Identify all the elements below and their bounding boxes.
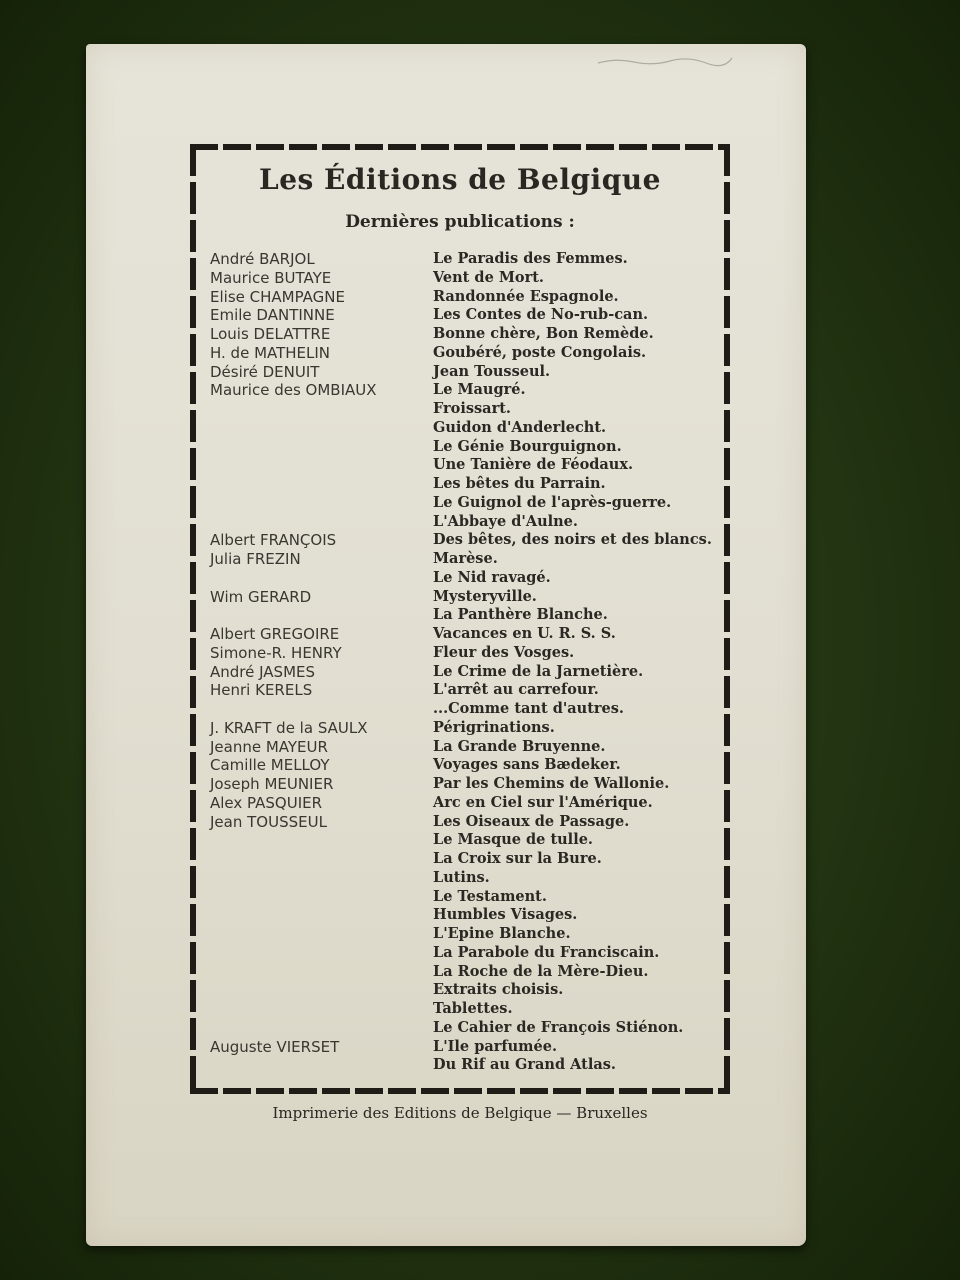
list-item: [205, 344, 725, 363]
book-title: ...Comme tant d'autres.: [433, 700, 624, 717]
book-title: Le Masque de tulle.: [433, 831, 593, 849]
list-item: [205, 738, 725, 757]
book-title: La Panthère Blanche.: [433, 606, 608, 624]
list-item: [205, 1000, 725, 1019]
frame-border-bottom: [190, 1088, 730, 1094]
list-item: [205, 625, 725, 644]
author-name: Albert GREGOIRE: [210, 625, 340, 643]
author-name: Wim GERARD: [210, 587, 312, 606]
book-title: Mysteryville.: [433, 587, 537, 605]
book-title: La Parabole du Franciscain.: [433, 943, 660, 961]
book-title: Arc en Ciel sur l'Amérique.: [433, 793, 653, 811]
list-item: [205, 288, 725, 307]
author-name: André JASMES: [210, 662, 316, 681]
book-title: Marèse.: [433, 550, 498, 567]
printer-footer: Imprimerie des Editions de Belgique — Bruxelles: [272, 1104, 648, 1122]
book-title: Une Tanière de Féodaux.: [433, 456, 634, 474]
author-name: Simone-R. HENRY: [210, 643, 342, 662]
list-item: [205, 531, 725, 550]
list-item: [205, 813, 725, 832]
book-title: Du Rif au Grand Atlas.: [433, 1056, 616, 1074]
book-title: L'arrêt au carrefour.: [433, 681, 599, 699]
book-title: Lutins.: [433, 868, 490, 886]
book-title: Périgrinations.: [433, 718, 555, 736]
book-title: Le Crime de la Jarnetière.: [433, 662, 644, 680]
list-item: [205, 456, 725, 475]
list-item: [205, 963, 725, 982]
author-name: Louis DELATTRE: [210, 325, 331, 343]
book-title: Le Testament.: [433, 887, 547, 905]
pencil-scribble: [596, 54, 736, 68]
book-title: Tablettes.: [433, 1000, 513, 1017]
list-item: [205, 944, 725, 963]
list-item: [205, 325, 725, 344]
book-title: L'Ile parfumée.: [433, 1037, 557, 1055]
book-title: Fleur des Vosges.: [433, 643, 575, 661]
list-item: [205, 400, 725, 419]
author-name: Julia FREZIN: [210, 550, 301, 568]
author-name: Emile DANTINNE: [210, 306, 335, 325]
book-title: Les Oiseaux de Passage.: [433, 812, 630, 830]
list-item: [205, 869, 725, 888]
book-title: La Croix sur la Bure.: [433, 850, 602, 867]
book-title: Goubéré, poste Congolais.: [433, 343, 647, 361]
list-item: [205, 663, 725, 682]
publication-list: [205, 250, 725, 1075]
book-title: Vacances en U. R. S. S.: [433, 625, 616, 642]
list-item: [205, 269, 725, 288]
author-name: André BARJOL: [210, 250, 315, 268]
author-name: Jean TOUSSEUL: [210, 812, 327, 831]
list-item: [205, 588, 725, 607]
list-item: [205, 831, 725, 850]
book-title: L'Epine Blanche.: [433, 925, 571, 942]
list-item: [205, 550, 725, 569]
list-item: [205, 906, 725, 925]
publisher-title: Les Éditions de Belgique: [259, 163, 661, 196]
list-item: [205, 700, 725, 719]
author-name: Alex PASQUIER: [210, 793, 323, 812]
frame-border-top: [190, 144, 730, 150]
list-item: [205, 513, 725, 532]
book-title: Vent de Mort.: [433, 268, 544, 286]
book-title: Le Guignol de l'après-guerre.: [433, 493, 672, 511]
author-name: Joseph MEUNIER: [210, 775, 334, 793]
author-name: Jeanne MAYEUR: [210, 737, 328, 756]
author-name: Henri KERELS: [210, 681, 313, 700]
frame-border-left: [190, 144, 196, 1094]
book-title: Les Contes de No-rub-can.: [433, 306, 649, 324]
book-title: Froissart.: [433, 400, 511, 417]
list-item: [205, 756, 725, 775]
list-item: [205, 475, 725, 494]
book-title: Le Nid ravagé.: [433, 568, 551, 586]
book-title: Par les Chemins de Wallonie.: [433, 775, 670, 792]
list-item: [205, 981, 725, 1000]
list-item: [205, 794, 725, 813]
list-item: [205, 494, 725, 513]
list-item: [205, 381, 725, 400]
list-item: [205, 363, 725, 382]
book-title: Humbles Visages.: [433, 906, 578, 924]
book-title: Voyages sans Bædeker.: [433, 756, 621, 774]
author-name: Auguste VIERSET: [210, 1037, 340, 1056]
book-title: La Roche de la Mère-Dieu.: [433, 962, 649, 980]
book-title: Le Génie Bourguignon.: [433, 437, 622, 455]
list-item: [205, 775, 725, 794]
list-item: [205, 644, 725, 663]
author-name: Désiré DENUIT: [210, 362, 320, 381]
book-title: Guidon d'Anderlecht.: [433, 418, 607, 436]
list-item: [205, 850, 725, 869]
book-title: Les bêtes du Parrain.: [433, 475, 606, 492]
list-item: [205, 1019, 725, 1038]
author-name: Maurice des OMBIAUX: [210, 381, 377, 400]
list-item: [205, 888, 725, 907]
author-name: Camille MELLOY: [210, 756, 330, 775]
book-title: Bonne chère, Bon Remède.: [433, 325, 654, 342]
book-title: Extraits choisis.: [433, 981, 564, 999]
section-subtitle: Dernières publications :: [345, 212, 575, 232]
author-name: H. de MATHELIN: [210, 343, 331, 362]
list-item: [205, 681, 725, 700]
list-item: [205, 1056, 725, 1075]
author-name: Elise CHAMPAGNE: [210, 287, 345, 306]
list-item: [205, 925, 725, 944]
list-item: [205, 250, 725, 269]
book-title: Randonnée Espagnole.: [433, 287, 619, 305]
list-item: [205, 306, 725, 325]
book-title: L'Abbaye d'Aulne.: [433, 512, 578, 530]
book-title: Des bêtes, des noirs et des blancs.: [433, 531, 712, 549]
author-name: Maurice BUTAYE: [210, 268, 332, 287]
book-title: Le Maugré.: [433, 381, 526, 399]
book-title: Le Cahier de François Stiénon.: [433, 1018, 684, 1036]
author-name: Albert FRANÇOIS: [210, 531, 337, 550]
author-name: J. KRAFT de la SAULX: [210, 718, 368, 737]
list-item: [205, 606, 725, 625]
list-item: [205, 1038, 725, 1057]
list-item: [205, 569, 725, 588]
book-title: Le Paradis des Femmes.: [433, 250, 628, 267]
book-title: Jean Tousseul.: [433, 362, 551, 380]
list-item: [205, 419, 725, 438]
list-item: [205, 719, 725, 738]
list-item: [205, 438, 725, 457]
book-title: La Grande Bruyenne.: [433, 737, 606, 755]
